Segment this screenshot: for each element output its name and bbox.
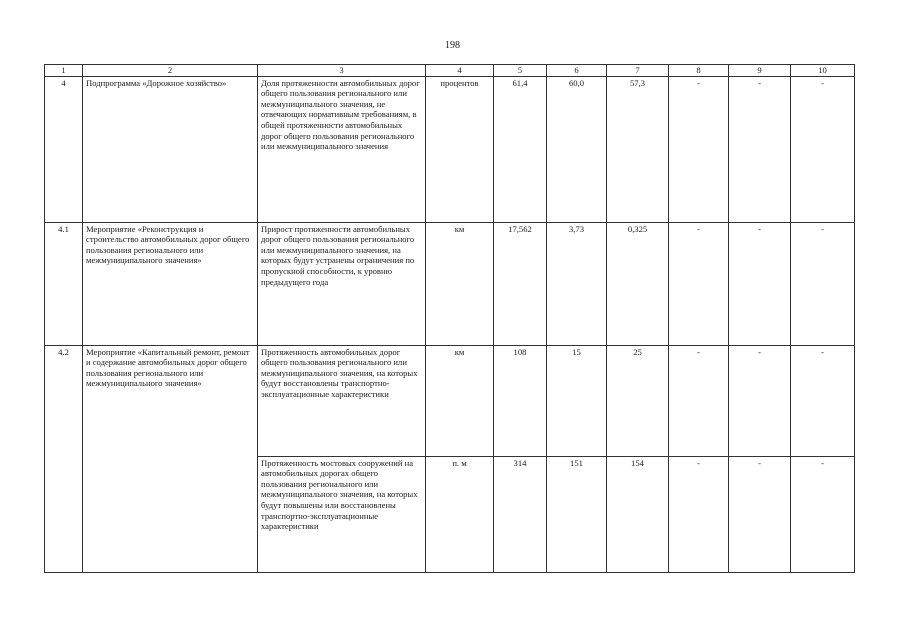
value-col-10: - [791, 76, 855, 222]
value-col-5: 17,562 [494, 222, 547, 345]
value-col-10: - [791, 222, 855, 345]
unit: процентов [426, 76, 494, 222]
column-number-header-row [45, 65, 855, 77]
header-cell: 5 [494, 65, 547, 77]
header-cell: 7 [607, 65, 669, 77]
value-col-10: - [791, 456, 855, 572]
header-cell: 2 [83, 65, 258, 77]
table-row [45, 76, 855, 222]
header-cell: 6 [547, 65, 607, 77]
value-col-7: 25 [607, 345, 669, 456]
value-col-7: 0,325 [607, 222, 669, 345]
indicator-name: Доля протяженности автомобильных дорог общего пользования регионального или межмуниципального значения, не отвечающих нормативным требованиям, в общей протяженности автомобильных дорог общего пользования регионального или межмуниципального значения [258, 76, 426, 222]
header-cell: 3 [258, 65, 426, 77]
header-cell: 9 [729, 65, 791, 77]
row-number: 4.2 [45, 345, 83, 572]
table-row [45, 222, 855, 345]
table-row [45, 345, 855, 456]
value-col-9: - [729, 76, 791, 222]
value-col-9: - [729, 222, 791, 345]
indicators-table [44, 64, 855, 573]
header-cell: 10 [791, 65, 855, 77]
unit: км [426, 345, 494, 456]
value-col-10: - [791, 345, 855, 456]
value-col-9: - [729, 345, 791, 456]
value-col-7: 154 [607, 456, 669, 572]
program-name: Мероприятие «Капитальный ремонт, ремонт и содержание автомобильных дорог общего пользования регионального или межмуниципального значения» [83, 345, 258, 572]
unit: п. м [426, 456, 494, 572]
header-cell: 4 [426, 65, 494, 77]
row-number: 4 [45, 76, 83, 222]
value-col-9: - [729, 456, 791, 572]
row-number: 4.1 [45, 222, 83, 345]
unit: км [426, 222, 494, 345]
program-name: Мероприятие «Реконструкция и строительство автомобильных дорог общего пользования регионального или межмуниципального значения» [83, 222, 258, 345]
value-col-6: 15 [547, 345, 607, 456]
value-col-5: 314 [494, 456, 547, 572]
value-col-6: 3,73 [547, 222, 607, 345]
header-cell: 8 [669, 65, 729, 77]
indicator-name: Прирост протяженности автомобильных дорог общего пользования регионального или межмуниципального значения, на которых будут устранены ограничения по пропускной способности, к уровню предыдущего года [258, 222, 426, 345]
value-col-6: 151 [547, 456, 607, 572]
value-col-6: 60,0 [547, 76, 607, 222]
page-number: 198 [445, 40, 460, 51]
value-col-8: - [669, 222, 729, 345]
header-cell: 1 [45, 65, 83, 77]
value-col-5: 108 [494, 345, 547, 456]
value-col-7: 57,3 [607, 76, 669, 222]
value-col-8: - [669, 345, 729, 456]
value-col-8: - [669, 456, 729, 572]
indicator-name: Протяженность автомобильных дорог общего пользования регионального или межмуниципального значения, на которых будут восстановлены транспортно-эксплуатационные характеристики [258, 345, 426, 456]
value-col-5: 61,4 [494, 76, 547, 222]
program-name: Подпрограмма «Дорожное хозяйство» [83, 76, 258, 222]
value-col-8: - [669, 76, 729, 222]
indicator-name: Протяженность мостовых сооружений на автомобильных дорогах общего пользования регионального или межмуниципального значения, на которых будут повышены или восстановлены транспортно-эксплуатационные характеристики [258, 456, 426, 572]
